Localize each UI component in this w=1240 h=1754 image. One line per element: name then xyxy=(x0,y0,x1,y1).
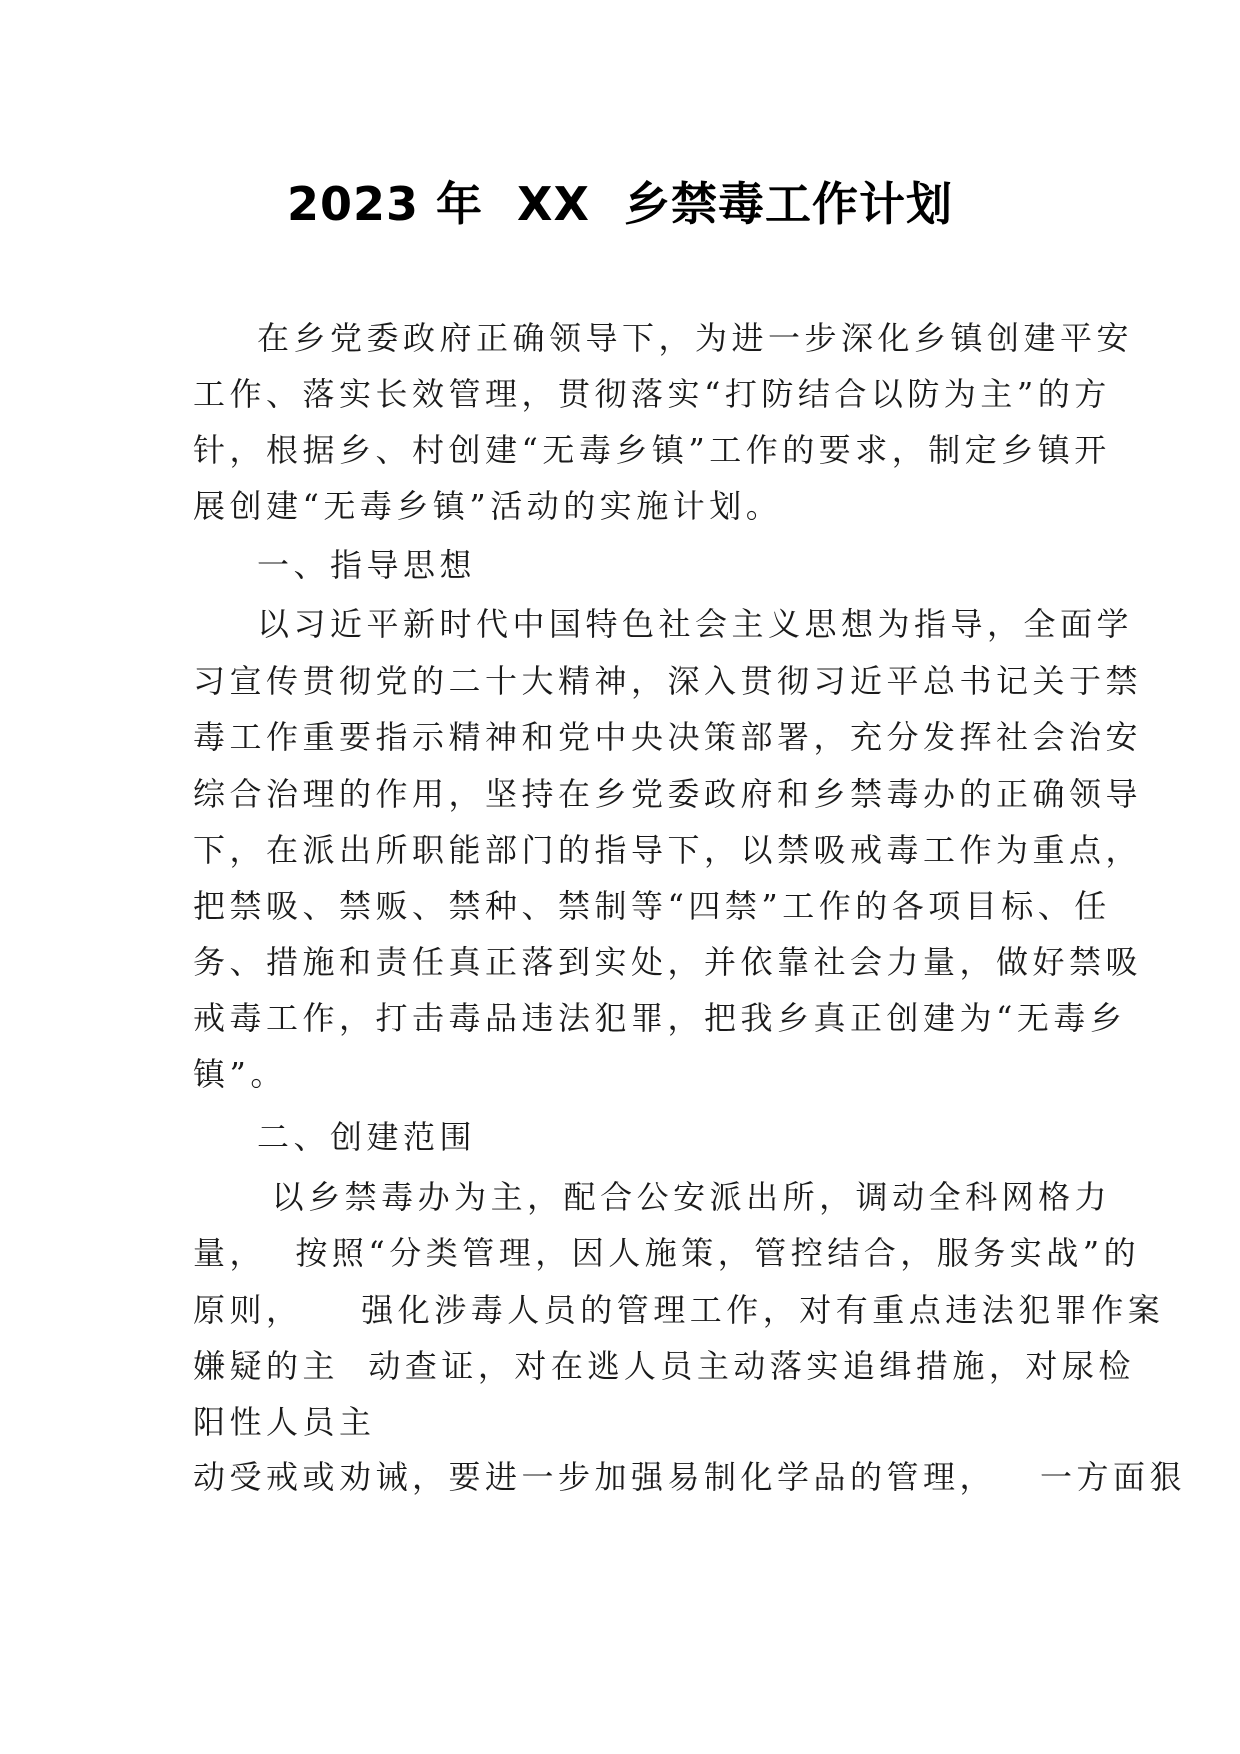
paragraph-guiding-line-1: 以习近平新时代中国特色社会主义思想为指导，全面学 xyxy=(257,605,1134,643)
paragraph-intro-line-4: 展创建“无毒乡镇”活动的实施计划。 xyxy=(193,487,783,525)
paragraph-guiding-line-9: 镇”。 xyxy=(193,1055,287,1093)
paragraph-scope-line-6: 动受戒或劝诫，要进一步加强易制化学品的管理， 一方面狠 xyxy=(193,1458,1187,1496)
paragraph-guiding-line-4: 综合治理的作用，坚持在乡党委政府和乡禁毒办的正确领导 xyxy=(193,775,1143,813)
paragraph-scope-line-1: 以乡禁毒办为主，配合公安派出所，调动全科网格力 xyxy=(257,1178,1112,1216)
paragraph-intro-line-2: 工作、落实长效管理，贯彻落实“打防结合以防为主”的方 xyxy=(193,375,1111,413)
paragraph-intro-line-3: 针，根据乡、村创建“无毒乡镇”工作的要求，制定乡镇开 xyxy=(193,431,1111,469)
paragraph-guiding-line-7: 务、措施和责任真正落到实处，并依靠社会力量，做好禁吸 xyxy=(193,943,1143,981)
paragraph-guiding-line-8: 戒毒工作，打击毒品违法犯罪，把我乡真正创建为“无毒乡 xyxy=(193,999,1127,1037)
paragraph-scope-line-2: 量， 按照“分类管理，因人施策，管控结合，服务实战”的 xyxy=(193,1234,1141,1272)
paragraph-scope-line-3: 原则， 强化涉毒人员的管理工作，对有重点违法犯罪作案 xyxy=(193,1291,1165,1329)
paragraph-guiding-line-6: 把禁吸、禁贩、禁种、禁制等“四禁”工作的各项目标、任 xyxy=(193,887,1111,925)
paragraph-scope-line-5: 阳性人员主 xyxy=(193,1403,376,1441)
section-heading-guiding-ideology: 一、指导思想 xyxy=(257,546,477,584)
paragraph-guiding-line-5: 下，在派出所职能部门的指导下，以禁吸戒毒工作为重点， xyxy=(193,831,1143,869)
paragraph-scope-line-4: 嫌疑的主 动查证，对在逃人员主动落实追缉措施，对尿检 xyxy=(193,1347,1135,1385)
paragraph-guiding-line-3: 毒工作重要指示精神和党中央决策部署，充分发挥社会治安 xyxy=(193,718,1143,756)
paragraph-intro-line-1: 在乡党委政府正确领导下，为进一步深化乡镇创建平安 xyxy=(257,319,1134,357)
paragraph-guiding-line-2: 习宣传贯彻党的二十大精神，深入贯彻习近平总书记关于禁 xyxy=(193,662,1143,700)
document-title: 2023 年 XX 乡禁毒工作计划 xyxy=(286,177,954,231)
section-heading-scope: 二、创建范围 xyxy=(257,1118,477,1156)
